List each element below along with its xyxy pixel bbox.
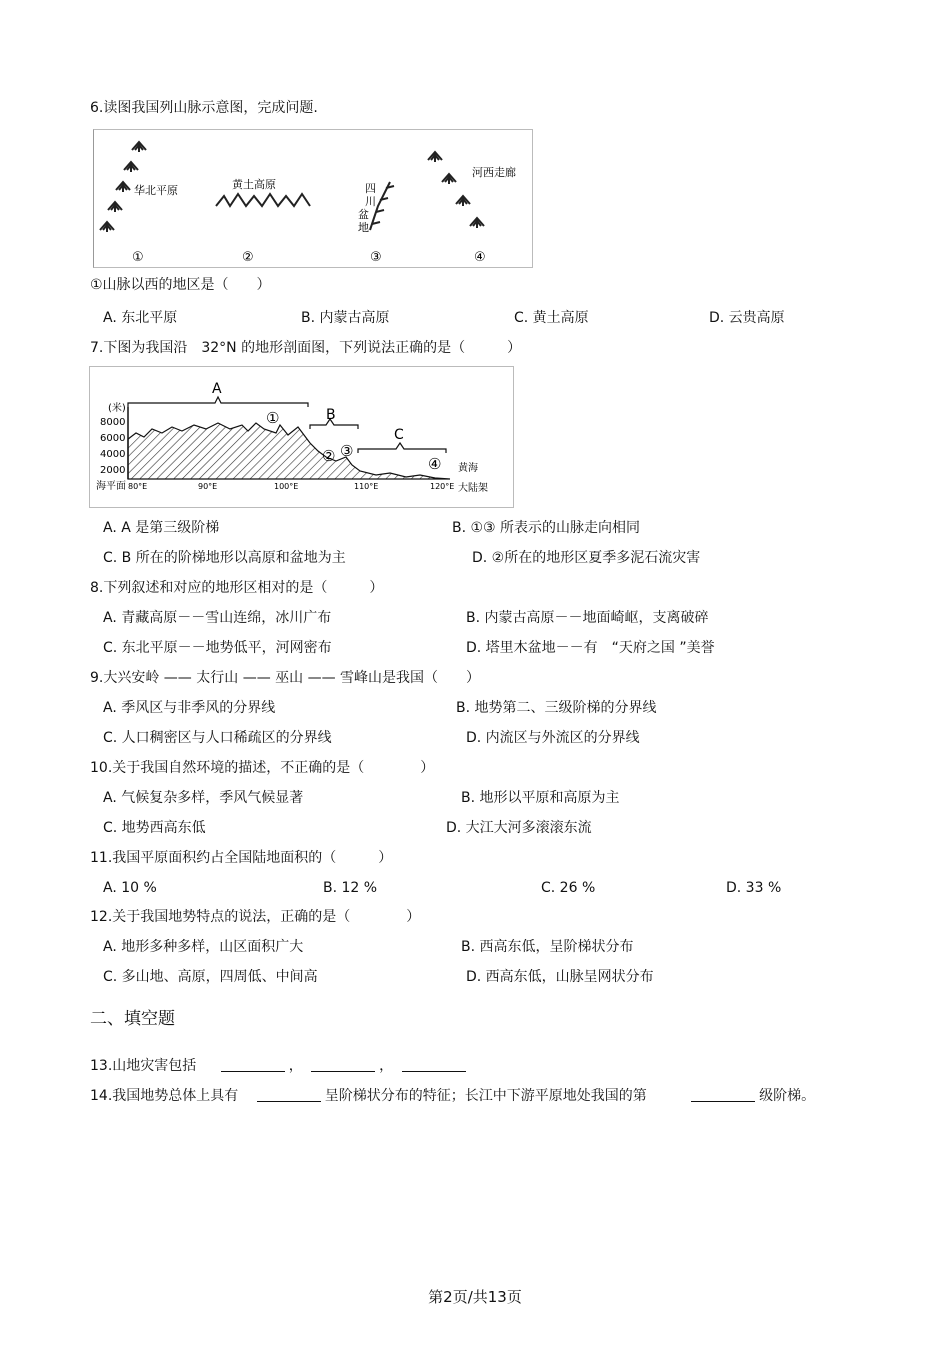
- y-tick-4000: 4000: [100, 449, 126, 460]
- mountain-peak-icon: [470, 218, 484, 228]
- q11-option-a[interactable]: A. 10 %: [103, 880, 157, 896]
- mountain-peak-icon: [132, 142, 146, 152]
- q8-option-b[interactable]: B. 内蒙古高原－－地面崎岖，支离破碎: [466, 610, 709, 626]
- y-tick-8000: 8000: [100, 417, 126, 428]
- q10-stem: 10.关于我国自然环境的描述，不正确的是（ ）: [90, 760, 435, 776]
- q8-option-d[interactable]: D. 塔里木盆地－－有 “天府之国 ”美誉: [466, 640, 715, 656]
- q9-option-c[interactable]: C. 人口稠密区与人口稀疏区的分界线: [103, 730, 332, 746]
- num-1: ①: [266, 409, 280, 427]
- mountain-peak-icon: [456, 196, 470, 206]
- q9-option-d[interactable]: D. 内流区与外流区的分界线: [466, 730, 640, 746]
- q10-option-b[interactable]: B. 地形以平原和高原为主: [461, 790, 620, 806]
- q6-sub: ①山脉以西的地区是（ ）: [90, 277, 271, 293]
- mountain-peak-icon: [428, 152, 442, 162]
- y-tick-6000: 6000: [100, 433, 126, 444]
- range-2-line: [216, 194, 310, 206]
- mountain-peak-icon: [116, 182, 130, 192]
- num-1: ①: [132, 250, 144, 265]
- q6-figure-svg: [94, 130, 532, 267]
- q6-option-d[interactable]: D. 云贵高原: [709, 310, 785, 326]
- q7-figure-svg: [90, 367, 513, 507]
- y-unit: (米): [108, 403, 126, 414]
- q13-blank-3[interactable]: [402, 1057, 466, 1072]
- q6-option-a[interactable]: A. 东北平原: [103, 310, 178, 326]
- q13-blank-1[interactable]: [221, 1057, 285, 1072]
- q12-stem: 12.关于我国地势特点的说法，正确的是（ ）: [90, 909, 421, 925]
- q8-stem: 8.下列叙述和对应的地形区相对的是（ ）: [90, 580, 384, 596]
- q6-option-c[interactable]: C. 黄土高原: [514, 310, 589, 326]
- q9-option-b[interactable]: B. 地势第二、三级阶梯的分界线: [456, 700, 657, 716]
- q9-option-a[interactable]: A. 季风区与非季风的分界线: [103, 700, 276, 716]
- label-huabei: 华北平原: [134, 184, 178, 197]
- q10-option-c[interactable]: C. 地势西高东低: [103, 820, 206, 836]
- q12-option-b[interactable]: B. 西高东低，呈阶梯状分布: [461, 939, 634, 955]
- q14-blank-1[interactable]: [257, 1087, 321, 1102]
- page-number: 第2页/共13页: [428, 1288, 522, 1306]
- q11-option-d[interactable]: D. 33 %: [726, 880, 782, 896]
- mountain-peak-icon: [100, 222, 114, 232]
- q11-option-b[interactable]: B. 12 %: [323, 880, 378, 896]
- q10-option-d[interactable]: D. 大江大河多滚滚东流: [446, 820, 592, 836]
- shelf-label: 大陆架: [458, 483, 488, 494]
- sea-label: 黄海: [458, 463, 478, 474]
- q6-option-b[interactable]: B. 内蒙古高原: [301, 310, 390, 326]
- q7-stem: 7.下图为我国沿 32°N 的地形剖面图，下列说法正确的是（ ）: [90, 340, 522, 356]
- q7-option-d[interactable]: D. ②所在的地形区夏季多泥石流灾害: [472, 550, 701, 566]
- q12-option-d[interactable]: D. 西高东低，山脉呈网状分布: [466, 969, 654, 985]
- letter-a: A: [212, 381, 222, 397]
- section-title: 二、填空题: [90, 1009, 175, 1029]
- label-sichuan: 四川盆地: [358, 182, 376, 234]
- x-tick-110: 110°E: [354, 482, 379, 491]
- q13-line: [90, 1057, 470, 1075]
- x-tick-90: 90°E: [198, 482, 218, 491]
- q8-option-a[interactable]: A. 青藏高原－－雪山连绵，冰川广布: [103, 610, 332, 626]
- q10-option-a[interactable]: A. 气候复杂多样，季风气候显著: [103, 790, 304, 806]
- q11-option-c[interactable]: C. 26 %: [541, 880, 596, 896]
- q7-profile-figure: [89, 366, 514, 508]
- q12-option-a[interactable]: A. 地形多种多样，山区面积广大: [103, 939, 304, 955]
- x-tick-80: 80°E: [128, 482, 148, 491]
- q6-stem: 6.读图我国列山脉示意图，完成问题.: [90, 100, 318, 116]
- num-3: ③: [340, 442, 354, 460]
- y-tick-2000: 2000: [100, 465, 126, 476]
- letter-b: B: [326, 407, 336, 423]
- label-huangtu: 黄土高原: [232, 178, 276, 191]
- num-4: ④: [474, 250, 486, 265]
- q13-prefix: 13.山地灾害包括: [90, 1058, 197, 1074]
- q7-option-a[interactable]: A. A 是第三级阶梯: [103, 520, 220, 536]
- mountain-peak-icon: [442, 174, 456, 184]
- q13-sep-2: ，: [379, 1058, 394, 1074]
- x-tick-100: 100°E: [274, 482, 299, 491]
- num-3: ③: [370, 250, 382, 265]
- q14-prefix: 14.我国地势总体上具有: [90, 1088, 239, 1104]
- q13-sep-1: ，: [288, 1058, 303, 1074]
- num-2: ②: [322, 447, 336, 465]
- q9-stem: 9.大兴安岭 —— 太行山 —— 巫山 —— 雪峰山是我国（ ）: [90, 670, 481, 686]
- q14-blank-2[interactable]: [691, 1087, 755, 1102]
- q14-middle: 呈阶梯状分布的特征；长江中下游平原地处我国的第: [324, 1088, 647, 1104]
- num-2: ②: [242, 250, 254, 265]
- q7-option-c[interactable]: C. B 所在的阶梯地形以高原和盆地为主: [103, 550, 346, 566]
- q13-blank-2[interactable]: [311, 1057, 375, 1072]
- num-4: ④: [428, 455, 442, 473]
- q7-option-b[interactable]: B. ①③ 所表示的山脉走向相同: [452, 520, 641, 536]
- q12-option-c[interactable]: C. 多山地、高原，四周低、中间高: [103, 969, 318, 985]
- mountain-peak-icon: [124, 162, 138, 172]
- x-tick-120: 120°E: [430, 482, 455, 491]
- q14-suffix: 级阶梯。: [759, 1088, 816, 1104]
- letter-c: C: [394, 427, 404, 443]
- q14-line: [90, 1087, 815, 1105]
- label-hexi: 河西走廊: [472, 166, 516, 179]
- sea-level-label: 海平面: [96, 481, 126, 492]
- q6-mountain-figure: [93, 129, 533, 268]
- q11-stem: 11.我国平原面积约占全国陆地面积的（ ）: [90, 850, 393, 866]
- mountain-peak-icon: [108, 202, 122, 212]
- q8-option-c[interactable]: C. 东北平原－－地势低平，河网密布: [103, 640, 332, 656]
